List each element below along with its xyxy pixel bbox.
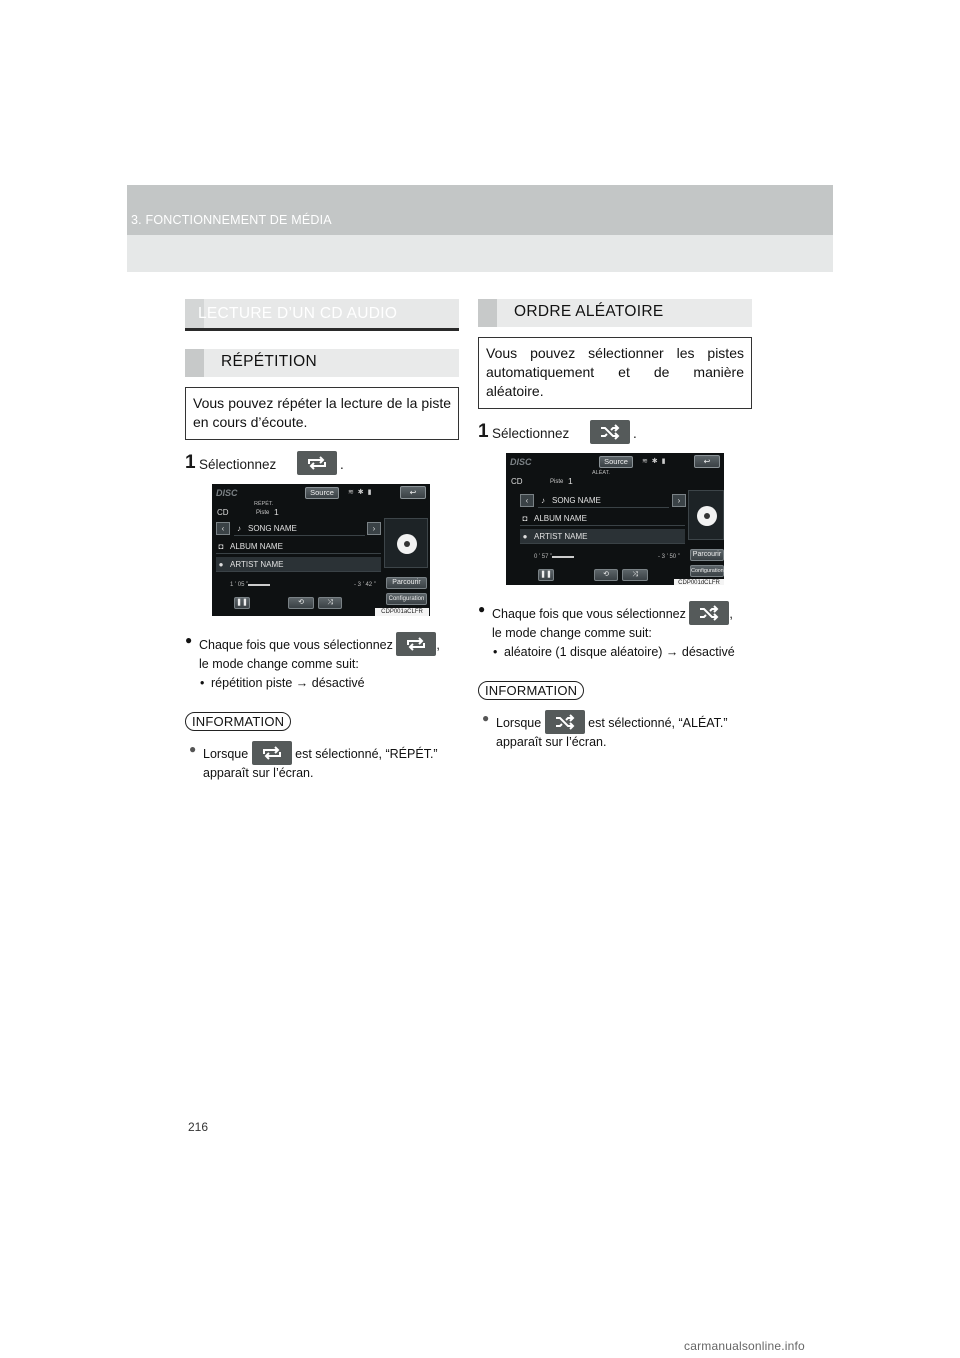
information-label: INFORMATION	[185, 712, 291, 731]
shuffle-button[interactable]	[318, 597, 342, 609]
subsection-title	[185, 349, 459, 377]
chapter-title: 3. FONCTIONNEMENT DE MÉDIA	[131, 213, 332, 227]
pause-button[interactable]	[234, 597, 250, 609]
next-track-button[interactable]	[672, 494, 686, 507]
shuffle-icon	[553, 714, 577, 730]
back-button[interactable]: ↩	[400, 486, 426, 499]
info-item-right: ● Lorsque est sélectionné, “ALÉAT.” apparaît sur l’écran.	[482, 711, 728, 749]
shuffle-button-image	[590, 420, 630, 447]
disc-icon	[697, 506, 717, 526]
shuffle-icon: ⤨	[327, 599, 333, 606]
figure-code: CDP001aCLFR	[375, 608, 429, 616]
subsection-title-text: RÉPÉTITION	[221, 353, 318, 370]
chevron-left-icon: ‹	[221, 524, 225, 533]
prev-track-button[interactable]	[520, 494, 534, 507]
figure-code: CDP001dCLFR	[674, 579, 724, 585]
step-left: 1 Sélectionnez .	[185, 454, 459, 480]
step-text: Sélectionnez	[199, 457, 277, 472]
repeat-icon: ⟲	[298, 599, 304, 606]
step-right: 1 Sélectionnez .	[478, 423, 752, 449]
configuration-button[interactable]: Configuration	[386, 593, 427, 605]
configuration-button[interactable]: Configuration	[690, 565, 724, 577]
repeat-button-image	[252, 741, 292, 765]
step-number: 1	[478, 421, 489, 442]
chevron-right-icon: ›	[677, 496, 681, 505]
shuffle-icon	[598, 424, 622, 440]
artist-row: ● ARTIST NAME	[216, 557, 381, 572]
repeat-button-image	[297, 451, 337, 478]
pause-button[interactable]	[538, 569, 554, 581]
repeat-icon	[404, 636, 428, 652]
right-column	[478, 299, 752, 751]
watermark: carmanualsonline.info	[684, 1339, 805, 1353]
shuffle-button-image	[545, 710, 585, 734]
intro-box-right: Vous pouvez sélectionner les pistes automatiquement et de manière aléatoire.	[478, 337, 752, 409]
chevron-right-icon: ›	[372, 524, 376, 533]
parcourir-button[interactable]: Parcourir	[386, 577, 427, 589]
cd-screen-repeat: DISC Source ≋ ✱ ▮ ↩ RÉPÉT. CD Piste 1 ‹ › ♪ SONG NAME ◘ ALBUM NAME ● ARTIST NAME 1 ’ 05 ” - 3 ’ 42 ” Parcourir Configuration ❚❚ ⟲ ⤨ CDP001aCLFR	[212, 484, 430, 616]
sub-bullet-left: • répétition piste → désactivé	[200, 676, 365, 690]
source-button[interactable]: Source	[599, 456, 633, 468]
track-number: 1	[568, 476, 573, 486]
source-button[interactable]: Source	[305, 487, 339, 499]
section-title-right	[478, 299, 752, 327]
music-note-icon: ♪	[541, 496, 545, 505]
album-row: ◘ ALBUM NAME	[520, 511, 685, 526]
information-label: INFORMATION	[478, 681, 584, 700]
repeat-button[interactable]	[594, 569, 618, 581]
repeat-button-image	[396, 632, 436, 656]
repeat-indicator: RÉPÉT.	[254, 501, 274, 507]
section-title-text: ORDRE ALÉATOIRE	[514, 303, 664, 320]
repeat-icon	[305, 455, 329, 471]
chapter-header	[127, 185, 833, 272]
bullet-right: ● Chaque fois que vous sélectionnez , le mode change comme suit:	[478, 602, 733, 640]
section-title-text: LECTURE D’UN CD AUDIO	[198, 305, 398, 322]
progress-bar	[552, 556, 574, 558]
album-row: ◘ ALBUM NAME	[216, 539, 381, 554]
repeat-button[interactable]	[288, 597, 314, 609]
parcourir-button[interactable]: Parcourir	[690, 549, 724, 561]
album-icon: ◘	[522, 514, 528, 523]
info-item-left: ● Lorsque est sélectionné, “RÉPÉT.” apparaît sur l’écran.	[189, 742, 438, 780]
repeat-icon: ⟲	[603, 571, 609, 578]
shuffle-button[interactable]	[622, 569, 648, 581]
progress-bar	[248, 584, 270, 586]
song-row: ♪ SONG NAME	[538, 493, 669, 508]
step-text: Sélectionnez	[492, 426, 570, 441]
back-button[interactable]: ↩	[694, 455, 720, 468]
person-icon: ●	[522, 532, 528, 541]
person-icon: ●	[218, 560, 224, 569]
shuffle-icon: ⤨	[632, 571, 638, 578]
song-row: ♪ SONG NAME	[234, 521, 365, 536]
page-number: 216	[188, 1120, 209, 1134]
pause-icon: ❚❚	[540, 571, 552, 578]
shuffle-icon	[697, 605, 721, 621]
track-number: 1	[274, 507, 279, 517]
disc-icon	[397, 534, 417, 554]
intro-box-left: Vous pouvez répéter la lecture de la piste en cours d’écoute.	[185, 387, 459, 440]
disc-art	[384, 518, 428, 568]
status-icons: ≋ ✱ ▮	[642, 458, 667, 465]
disc-art	[688, 490, 724, 540]
status-icons: ≋ ✱ ▮	[348, 489, 373, 496]
chapter-header-band	[127, 185, 833, 235]
sub-bullet-right: • aléatoire (1 disque aléatoire) → désactivé	[493, 645, 735, 659]
album-icon: ◘	[218, 542, 224, 551]
bullet-left: ● Chaque fois que vous sélectionnez , le mode change comme suit:	[185, 633, 440, 671]
music-note-icon: ♪	[237, 524, 241, 533]
artist-row: ● ARTIST NAME	[520, 529, 685, 544]
shuffle-indicator: ALÉAT.	[592, 470, 610, 476]
cd-screen-shuffle: DISC Source ≋ ✱ ▮ ↩ ALÉAT. CD Piste 1 ‹ › ♪ SONG NAME ◘ ALBUM NAME ● ARTIST NAME 0 ’ 57 ” - 3 ’ 50 ” Parcourir Configuration ❚❚ ⟲ ⤨ CDP001dCLFR	[506, 453, 724, 585]
prev-track-button[interactable]	[216, 522, 230, 535]
shuffle-button-image	[689, 601, 729, 625]
repeat-icon	[260, 745, 284, 761]
pause-icon: ❚❚	[236, 599, 248, 606]
section-title-left	[185, 299, 459, 331]
left-column	[185, 299, 459, 782]
step-number: 1	[185, 452, 196, 473]
next-track-button[interactable]	[367, 522, 381, 535]
chevron-left-icon: ‹	[525, 496, 529, 505]
